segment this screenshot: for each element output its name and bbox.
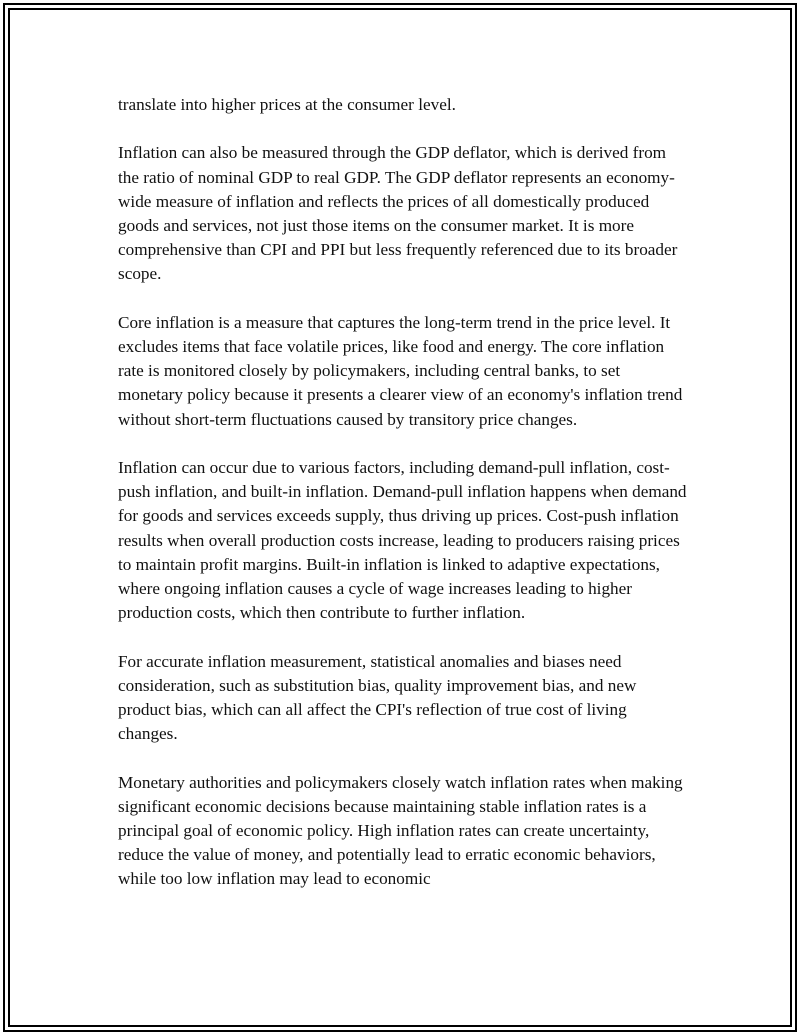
document-body [118, 93, 688, 892]
paragraph-measurement-bias: For accurate inflation measurement, statistical anomalies and biases need consideration, such as substitution bias, quality improvement bias, and new product bias, which can all affect the CPI's reflection of true cost of living changes. [118, 651, 637, 744]
paragraph-core-inflation: Core inflation is a measure that captures the long-term trend in the price level. It excludes items that face volatile prices, like food and energy. The core inflation rate is monitored closely by policymakers, including central banks, to set monetary policy because it presents a clearer view of an economy's inflation trend without short-term fluctuations caused by transitory price changes. [118, 312, 683, 429]
paragraph-gdp-deflator: Inflation can also be measured through the GDP deflator, which is derived from the ratio of nominal GDP to real GDP. The GDP deflator represents an economy-wide measure of inflation and reflects the prices of all domestically produced goods and services, not just those items on the consumer market. It is more comprehensive than CPI and PPI but less frequently referenced due to its broader scope. [118, 143, 678, 284]
paragraph-inflation-causes: Inflation can occur due to various factors, including demand-pull inflation, cost-push inflation, and built-in inflation. Demand-pull inflation happens when demand for goods and services exceeds supply, thus driving up prices. Cost-push inflation results when overall production costs increase, leading to producers raising prices to maintain profit margins. Built-in inflation is linked to adaptive expectations, where ongoing inflation causes a cycle of wage increases leading to higher production costs, which then contribute to further inflation. [118, 458, 687, 623]
paragraph-continuation: translate into higher prices at the consumer level. [118, 95, 456, 114]
paragraph-monetary-policy: Monetary authorities and policymakers closely watch inflation rates when making significant economic decisions because maintaining stable inflation rates is a principal goal of economic policy. High inflation rates can create uncertainty, reduce the value of money, and potentially lead to erratic economic behaviors, while too low inflation may lead to economic [118, 772, 683, 889]
